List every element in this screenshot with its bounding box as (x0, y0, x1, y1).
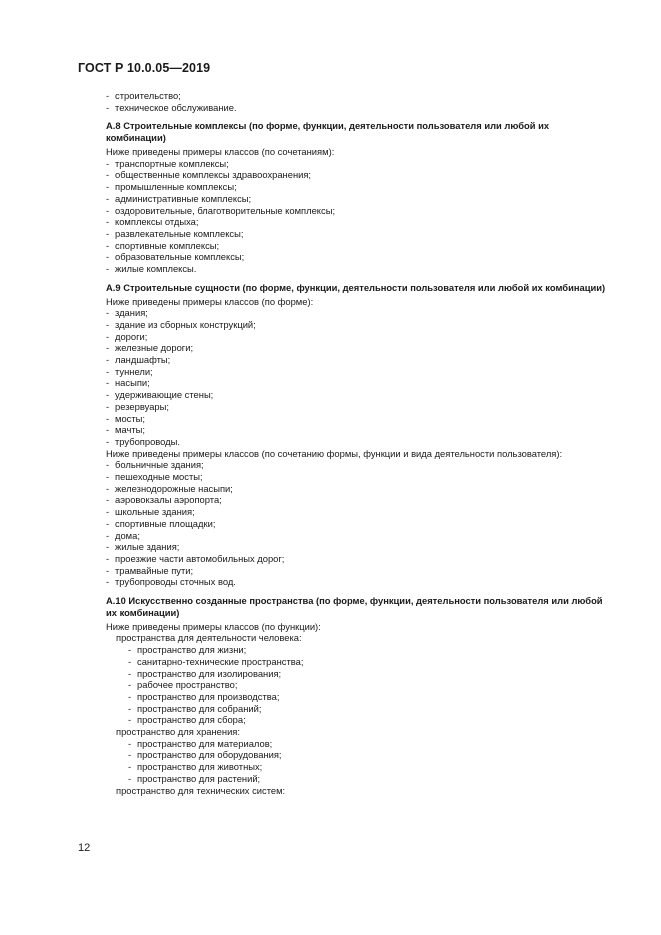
list-item: - пространство для изолирования; (106, 668, 606, 680)
list-item: - спортивные комплексы; (106, 240, 606, 252)
list-item: - рабочее пространство; (106, 679, 606, 691)
list-item: - резервуары; (106, 401, 606, 413)
section-a9-list2 (106, 459, 606, 588)
list-item: - пространство для материалов; (106, 738, 606, 750)
list-item: - дома; (106, 530, 606, 542)
list-item: - промышленные комплексы; (106, 181, 606, 193)
list-item: - жилые здания; (106, 541, 606, 553)
page-number: 12 (78, 842, 91, 854)
list-item: - санитарно-технические пространства; (106, 656, 606, 668)
section-a9-intro2: Ниже приведены примеры классов (по сочетанию формы, функции и вида деятельности пользователя): (106, 447, 563, 459)
document-header: ГОСТ Р 10.0.05—2019 (78, 61, 211, 75)
list-item: - здание из сборных конструкций; (106, 319, 606, 331)
list-item: - пространство для производства; (106, 691, 606, 703)
list-item: - мосты; (106, 413, 606, 425)
section-a9-heading: А.9 Строительные сущности (по форме, функции, деятельности пользователя или любой их комбинации) (106, 281, 606, 293)
section-a8-list (106, 158, 606, 275)
group-label: пространство для технических систем: (116, 784, 286, 796)
list-item: - пространство для животных; (106, 761, 606, 773)
list-item: - трубопроводы сточных вод. (106, 576, 606, 588)
section-a9-intro: Ниже приведены примеры классов (по форме): (106, 295, 314, 307)
list-item: - здания; (106, 307, 606, 319)
list-item: - пешеходные мосты; (106, 471, 606, 483)
group-label: пространство для хранения: (116, 726, 240, 738)
list-item: - техническое обслуживание. (106, 102, 606, 114)
list-item: - жилые комплексы. (106, 263, 606, 275)
list-item: - пространство для собраний; (106, 703, 606, 715)
section-a8-heading: А.8 Строительные комплексы (по форме, функции, деятельности пользователя или любой их комбинации) (106, 120, 550, 144)
list-item: - насыпи; (106, 377, 606, 389)
top-list (106, 90, 606, 113)
list-item: - туннели; (106, 366, 606, 378)
list-item: - ландшафты; (106, 354, 606, 366)
list-item: - удерживающие стены; (106, 389, 606, 401)
list-item: - школьные здания; (106, 506, 606, 518)
list-item: - железнодорожные насыпи; (106, 483, 606, 495)
section-a8-intro: Ниже приведены примеры классов (по сочетаниям): (106, 146, 335, 157)
list-item: - дороги; (106, 331, 606, 343)
list-item: - трубопроводы. (106, 436, 606, 448)
list-item: - мачты; (106, 424, 606, 436)
list-item: - транспортные комплексы; (106, 158, 606, 170)
list-item: - пространство для сбора; (106, 714, 606, 726)
list-item: - развлекательные комплексы; (106, 228, 606, 240)
group-label: пространства для деятельности человека: (116, 632, 302, 644)
list-item: - пространство для жизни; (106, 644, 606, 656)
list-item: - больничные здания; (106, 459, 606, 471)
section-a10-heading: А.10 Искусственно созданные пространства (по форме, функции, деятельности пользователя или любой их комбинации) (106, 595, 603, 618)
document-body (106, 90, 606, 796)
list-item: - комплексы отдыха; (106, 216, 606, 228)
list-item: - трамвайные пути; (106, 565, 606, 577)
list-item: - пространство для растений; (106, 773, 606, 785)
list-item: - железные дороги; (106, 342, 606, 354)
section-a10-groups (106, 632, 606, 796)
list-item: - строительство; (106, 90, 606, 102)
list-item: - административные комплексы; (106, 193, 606, 205)
list-item: - образовательные комплексы; (106, 251, 606, 263)
list-item: - общественные комплексы здравоохранения; (106, 169, 606, 181)
list-item: - проезжие части автомобильных дорог; (106, 553, 606, 565)
list-item: - спортивные площадки; (106, 518, 606, 530)
section-a9-list (106, 307, 606, 447)
list-item: - пространство для оборудования; (106, 749, 606, 761)
section-a10-intro: Ниже приведены примеры классов (по функции): (106, 620, 321, 632)
list-item: - аэровокзалы аэропорта; (106, 494, 606, 506)
list-item: - оздоровительные, благотворительные комплексы; (106, 205, 606, 217)
